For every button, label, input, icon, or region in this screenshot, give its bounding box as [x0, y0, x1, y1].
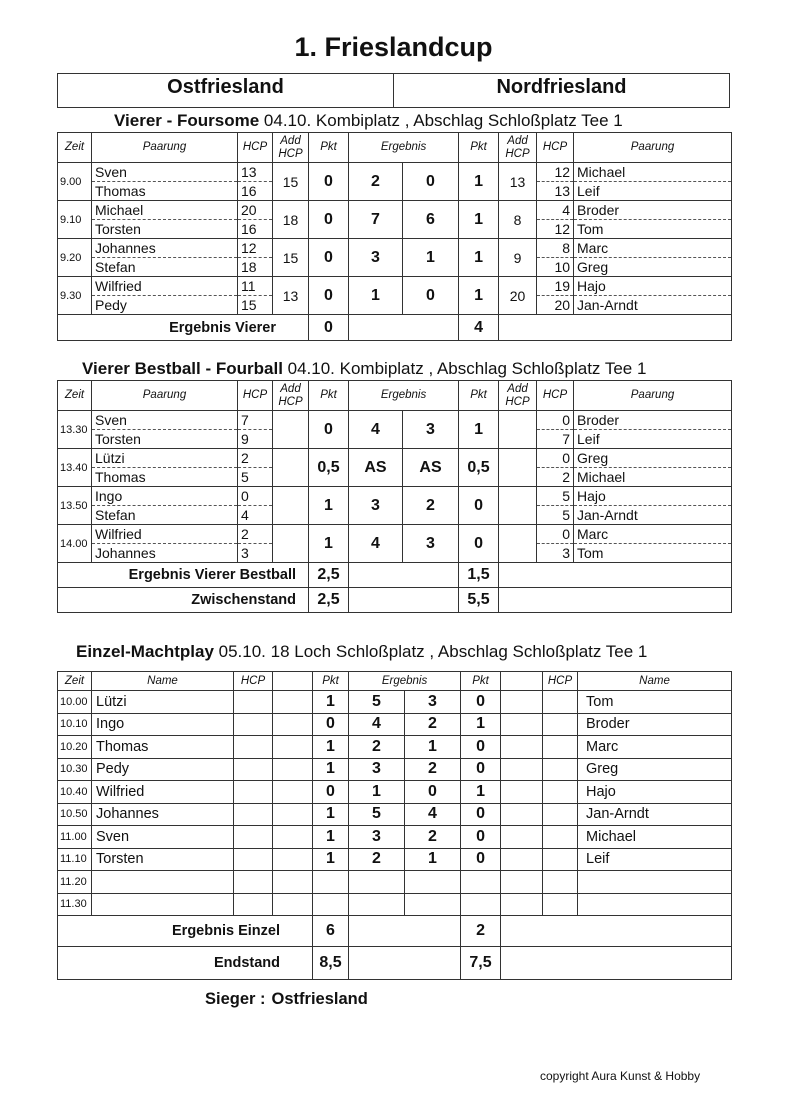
points-right: 0 [461, 826, 501, 849]
header-zeit: Zeit [58, 381, 92, 411]
player-left-1: Ingo [92, 487, 237, 506]
player-left-2: Stefan [95, 507, 136, 523]
player-left: Sven [92, 826, 234, 849]
hcp-left-1: 2 [238, 449, 272, 468]
points-left: 1 [313, 736, 349, 759]
header-ergebnis: Ergebnis [349, 133, 459, 163]
hcp-left-1: 2 [238, 525, 272, 544]
player-right-1: Marc [574, 525, 731, 544]
endstand-row [58, 947, 732, 980]
player-right-2: Leif [577, 183, 600, 199]
player-right [578, 871, 732, 894]
points-right: 0 [461, 803, 501, 826]
hcp-right-1: 12 [537, 163, 573, 182]
time-cell: 10.20 [58, 736, 92, 759]
hcp-right-2: 5 [562, 507, 571, 523]
result-right: 4 [405, 803, 461, 826]
page-title: 1. Frieslandcup [294, 32, 493, 62]
table-row [58, 525, 732, 563]
player-right: Jan-Arndt [578, 803, 732, 826]
hcp-right-2: 10 [554, 259, 571, 275]
points-left: 0 [309, 411, 349, 449]
hcp-right-1: 0 [537, 449, 573, 468]
addhcp-right: 20 [499, 277, 537, 315]
table-row [58, 871, 732, 894]
addhcp-left [273, 411, 309, 449]
result-left: 1 [349, 277, 403, 315]
hcp-right-1: 19 [537, 277, 573, 296]
time-cell: 9.00 [58, 163, 92, 201]
total-label: Ergebnis Vierer Bestball [58, 563, 309, 588]
player-left: Pedy [92, 758, 234, 781]
hcp-left-1: 7 [238, 411, 272, 430]
fourball-table [57, 380, 732, 613]
time-cell: 9.20 [58, 239, 92, 277]
total-label: Ergebnis Einzel [58, 916, 313, 947]
header-hcp: HCP [543, 672, 578, 691]
points-left: 1 [309, 487, 349, 525]
points-right: 0 [459, 525, 499, 563]
header-addhcp: Add HCP [273, 133, 309, 163]
points-right: 0 [461, 736, 501, 759]
player-left-2: Thomas [95, 469, 146, 485]
header-name: Name [578, 672, 732, 691]
endstand-label: Endstand [58, 947, 313, 980]
player-left: Thomas [92, 736, 234, 759]
player-right-1: Marc [574, 239, 731, 258]
player-right-1: Hajo [574, 277, 731, 296]
table-header [58, 672, 732, 691]
zwischenstand-row [58, 588, 732, 613]
header-paarung: Paarung [92, 133, 238, 163]
points-left [313, 871, 349, 894]
result-right: 3 [403, 525, 459, 563]
player-right: Michael [578, 826, 732, 849]
points-right: 1 [459, 239, 499, 277]
player-left-2: Torsten [95, 221, 141, 237]
addhcp-right [499, 449, 537, 487]
total-label: Ergebnis Vierer [58, 315, 309, 341]
table-row [58, 449, 732, 487]
table-row [58, 781, 732, 804]
addhcp-left: 13 [273, 277, 309, 315]
points-left: 0 [313, 781, 349, 804]
result-right: 6 [403, 201, 459, 239]
hcp-right-1: 8 [537, 239, 573, 258]
result-right: 2 [405, 713, 461, 736]
header-paarung: Paarung [92, 381, 238, 411]
header-hcp: HCP [537, 133, 574, 163]
zwischenstand-right: 5,5 [459, 588, 499, 613]
table-row [58, 163, 732, 201]
total-left: 0 [309, 315, 349, 341]
table-row [58, 239, 732, 277]
table-row [58, 691, 732, 714]
total-row [58, 315, 732, 341]
hcp-left-2: 3 [241, 545, 249, 561]
result-right [405, 893, 461, 916]
table-row [58, 713, 732, 736]
result-left: 4 [349, 525, 403, 563]
hcp-left-1: 13 [238, 163, 272, 182]
hcp-right-2: 20 [554, 297, 571, 313]
result-right: 1 [405, 848, 461, 871]
table-row [58, 893, 732, 916]
hcp-right-1: 4 [537, 201, 573, 220]
table-row [58, 848, 732, 871]
total-row [58, 563, 732, 588]
hcp-left-2: 4 [241, 507, 249, 523]
points-left: 0 [309, 201, 349, 239]
result-left: 3 [349, 758, 405, 781]
time-cell: 11.20 [58, 871, 92, 894]
result-right: 1 [405, 736, 461, 759]
hcp-left-2: 9 [241, 431, 249, 447]
hcp-left-2: 16 [241, 183, 257, 199]
addhcp-right [499, 411, 537, 449]
points-right: 0,5 [459, 449, 499, 487]
result-left: 3 [349, 487, 403, 525]
time-cell: 11.00 [58, 826, 92, 849]
section-title-einzel: Einzel-Machtplay 05.10. 18 Loch Schloßplatz , Abschlag Schloßplatz Tee 1 [76, 642, 648, 661]
table-row [58, 487, 732, 525]
hcp-right-2: 7 [562, 431, 571, 447]
header-hcp: HCP [234, 672, 273, 691]
header-name: Name [92, 672, 234, 691]
time-cell: 10.00 [58, 691, 92, 714]
einzel-table [57, 671, 732, 980]
player-left-1: Wilfried [92, 277, 237, 296]
total-left: 6 [313, 916, 349, 947]
result-left: 4 [349, 411, 403, 449]
addhcp-right [499, 487, 537, 525]
header-ergebnis: Ergebnis [349, 381, 459, 411]
winner-label: Sieger : [205, 990, 266, 1008]
table-header [58, 133, 732, 163]
table-row [58, 803, 732, 826]
result-right: AS [403, 449, 459, 487]
player-left: Ingo [92, 713, 234, 736]
points-right: 1 [459, 411, 499, 449]
foursome-table [57, 132, 732, 341]
header-pkt: Pkt [309, 381, 349, 411]
winner-value: Ostfriesland [271, 990, 368, 1008]
time-cell: 10.40 [58, 781, 92, 804]
result-right: 0 [405, 781, 461, 804]
result-left: 7 [349, 201, 403, 239]
addhcp-left [273, 449, 309, 487]
points-left: 0 [313, 713, 349, 736]
player-right: Leif [578, 848, 732, 871]
points-left: 0 [309, 163, 349, 201]
player-right: Hajo [578, 781, 732, 804]
player-left-1: Sven [92, 411, 237, 430]
hcp-right-2: 12 [554, 221, 571, 237]
player-right-2: Tom [577, 545, 604, 561]
zwischenstand-label: Zwischenstand [58, 588, 309, 613]
player-right-1: Michael [574, 163, 731, 182]
result-left [349, 893, 405, 916]
addhcp-right: 13 [499, 163, 537, 201]
result-left: 2 [349, 163, 403, 201]
table-row [58, 826, 732, 849]
result-left: 5 [349, 803, 405, 826]
hcp-left-2: 18 [241, 259, 257, 275]
hcp-right-2: 2 [562, 469, 571, 485]
hcp-right-1: 5 [537, 487, 573, 506]
total-row [58, 916, 732, 947]
table-row [58, 758, 732, 781]
player-right-1: Hajo [574, 487, 731, 506]
copyright: copyright Aura Kunst & Hobby [540, 1069, 701, 1083]
points-left: 1 [313, 691, 349, 714]
player-left-2: Stefan [95, 259, 136, 275]
addhcp-right [499, 525, 537, 563]
result-right: 3 [403, 411, 459, 449]
player-right-1: Broder [574, 411, 731, 430]
player-right-2: Michael [577, 469, 626, 485]
player-right-2: Leif [577, 431, 600, 447]
points-left: 1 [313, 758, 349, 781]
player-left [92, 871, 234, 894]
result-left: 2 [349, 848, 405, 871]
points-right: 0 [461, 848, 501, 871]
header-addhcp: Add HCP [499, 133, 537, 163]
addhcp-right: 9 [499, 239, 537, 277]
hcp-right-2: 13 [554, 183, 571, 199]
player-right: Greg [578, 758, 732, 781]
player-right-1: Broder [574, 201, 731, 220]
header-hcp: HCP [238, 133, 273, 163]
time-cell: 10.50 [58, 803, 92, 826]
team-right: Nordfriesland [496, 76, 627, 98]
teams-header [57, 73, 730, 108]
player-left [92, 893, 234, 916]
points-left: 1 [313, 826, 349, 849]
addhcp-left [273, 525, 309, 563]
header-hcp: HCP [238, 381, 273, 411]
header-ergebnis: Ergebnis [349, 672, 461, 691]
points-left: 0 [309, 239, 349, 277]
points-left [313, 893, 349, 916]
hcp-left-1: 11 [238, 277, 272, 296]
hcp-left-2: 5 [241, 469, 249, 485]
total-left: 2,5 [309, 563, 349, 588]
hcp-left-1: 0 [238, 487, 272, 506]
player-left-2: Pedy [95, 297, 127, 313]
header-addhcp: Add HCP [499, 381, 537, 411]
table-row [58, 411, 732, 449]
player-left: Johannes [92, 803, 234, 826]
time-cell: 9.30 [58, 277, 92, 315]
section-title-fourball: Vierer Bestball - Fourball 04.10. Kombiplatz , Abschlag Schloßplatz Tee 1 [82, 359, 647, 378]
player-right-2: Greg [577, 259, 609, 275]
result-right: 1 [403, 239, 459, 277]
header-hcp: HCP [537, 381, 574, 411]
total-right: 4 [459, 315, 499, 341]
zwischenstand-left: 2,5 [309, 588, 349, 613]
time-cell: 11.10 [58, 848, 92, 871]
endstand-right: 7,5 [461, 947, 501, 980]
points-left: 1 [313, 848, 349, 871]
time-cell: 10.30 [58, 758, 92, 781]
player-left: Lützi [92, 691, 234, 714]
points-left: 0,5 [309, 449, 349, 487]
section-title-foursome: Vierer - Foursome 04.10. Kombiplatz , Abschlag Schloßplatz Tee 1 [114, 111, 623, 130]
player-left-2: Thomas [95, 183, 146, 199]
points-right: 1 [461, 781, 501, 804]
hcp-left-2: 16 [241, 221, 257, 237]
hcp-right-1: 0 [537, 411, 573, 430]
result-left: 2 [349, 736, 405, 759]
result-left: AS [349, 449, 403, 487]
player-right: Marc [578, 736, 732, 759]
header-addhcp: Add HCP [273, 381, 309, 411]
result-left: 1 [349, 781, 405, 804]
player-left-1: Lützi [92, 449, 237, 468]
addhcp-left [273, 487, 309, 525]
time-cell: 13.40 [58, 449, 92, 487]
header-pkt: Pkt [459, 381, 499, 411]
hcp-right-2: 3 [562, 545, 571, 561]
total-right: 2 [461, 916, 501, 947]
header-paarung: Paarung [574, 381, 732, 411]
hcp-right-1: 0 [537, 525, 573, 544]
result-left: 3 [349, 826, 405, 849]
points-left: 0 [309, 277, 349, 315]
points-right: 0 [459, 487, 499, 525]
points-right: 1 [461, 713, 501, 736]
time-cell: 14.00 [58, 525, 92, 563]
result-right [405, 871, 461, 894]
addhcp-right: 8 [499, 201, 537, 239]
points-right: 1 [459, 163, 499, 201]
player-left-2: Johannes [95, 545, 156, 561]
result-right: 0 [403, 163, 459, 201]
addhcp-left: 18 [273, 201, 309, 239]
player-left-1: Wilfried [92, 525, 237, 544]
addhcp-left: 15 [273, 163, 309, 201]
player-left-1: Johannes [92, 239, 237, 258]
time-cell: 10.10 [58, 713, 92, 736]
player-left: Torsten [92, 848, 234, 871]
result-right: 3 [405, 691, 461, 714]
points-right [461, 893, 501, 916]
table-row [58, 736, 732, 759]
header-paarung: Paarung [574, 133, 732, 163]
hcp-left-1: 20 [238, 201, 272, 220]
player-right-2: Jan-Arndt [577, 507, 638, 523]
table-row [58, 277, 732, 315]
player-left-1: Sven [92, 163, 237, 182]
team-left: Ostfriesland [58, 74, 394, 107]
player-right-2: Tom [577, 221, 604, 237]
points-left: 1 [309, 525, 349, 563]
result-left [349, 871, 405, 894]
points-right: 0 [461, 691, 501, 714]
hcp-left-2: 15 [241, 297, 257, 313]
player-right: Broder [578, 713, 732, 736]
player-right: Tom [578, 691, 732, 714]
player-left-1: Michael [92, 201, 237, 220]
result-right: 2 [403, 487, 459, 525]
header-zeit: Zeit [58, 133, 92, 163]
table-header [58, 381, 732, 411]
player-right-1: Greg [574, 449, 731, 468]
result-right: 0 [403, 277, 459, 315]
result-right: 2 [405, 758, 461, 781]
points-right [461, 871, 501, 894]
player-left-2: Torsten [95, 431, 141, 447]
time-cell: 13.30 [58, 411, 92, 449]
header-pkt: Pkt [461, 672, 501, 691]
time-cell: 13.50 [58, 487, 92, 525]
player-right [578, 893, 732, 916]
header-pkt: Pkt [309, 133, 349, 163]
header-pkt: Pkt [459, 133, 499, 163]
winner [205, 990, 368, 1009]
result-left: 4 [349, 713, 405, 736]
player-right-2: Jan-Arndt [577, 297, 638, 313]
points-right: 1 [459, 277, 499, 315]
header-pkt: Pkt [313, 672, 349, 691]
player-left: Wilfried [92, 781, 234, 804]
points-right: 0 [461, 758, 501, 781]
addhcp-left: 15 [273, 239, 309, 277]
time-cell: 11.30 [58, 893, 92, 916]
time-cell: 9.10 [58, 201, 92, 239]
header-zeit: Zeit [58, 672, 92, 691]
points-left: 1 [313, 803, 349, 826]
hcp-left-1: 12 [238, 239, 272, 258]
result-left: 5 [349, 691, 405, 714]
points-right: 1 [459, 201, 499, 239]
table-row [58, 201, 732, 239]
result-right: 2 [405, 826, 461, 849]
total-right: 1,5 [459, 563, 499, 588]
result-left: 3 [349, 239, 403, 277]
endstand-left: 8,5 [313, 947, 349, 980]
